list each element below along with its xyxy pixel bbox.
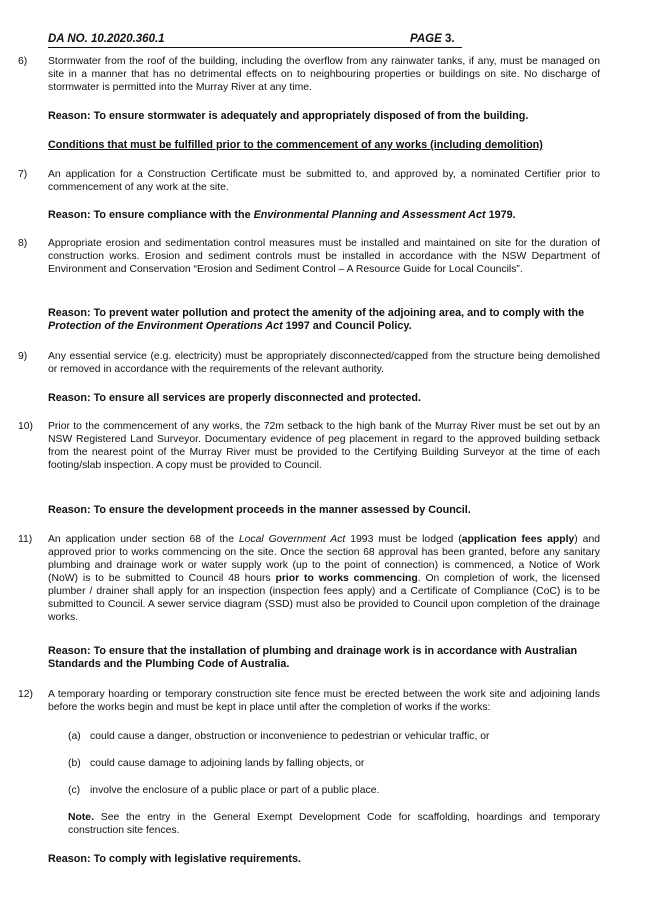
page-header bbox=[48, 33, 462, 48]
reason-act: Environmental Planning and Assessment Act bbox=[253, 209, 486, 221]
text-run: . On completion of work, the licensed plumber / drainer shall apply for an inspection (inspection fees apply) and a Certificate of Compliance (CoC) is to be submitted to Council. A sewer service diagram (SSD) must also be provided to Council upon completion of the drainage works. bbox=[48, 573, 600, 623]
reason-act: Protection of the Environment Operations Act bbox=[48, 320, 283, 332]
condition-9-reason: Reason: To ensure all services are properly disconnected and protected. bbox=[48, 392, 422, 404]
condition-8-reason bbox=[48, 307, 600, 333]
text-run: 1993 must be lodged ( bbox=[345, 534, 462, 545]
condition-12-note bbox=[68, 811, 600, 837]
text-run-bold: prior to works commencing bbox=[275, 573, 418, 584]
condition-6-reason: Reason: To ensure stormwater is adequately and appropriately disposed of from the building. bbox=[48, 110, 529, 122]
reason-suffix: 1979. bbox=[485, 209, 516, 221]
condition-11-reason: Reason: To ensure that the installation of plumbing and drainage work is in accordance with Australian Standards and the Plumbing Code of Australia. bbox=[48, 645, 578, 670]
text-run-bold: application fees apply bbox=[461, 534, 575, 545]
sub-letter: (b) bbox=[68, 758, 81, 769]
condition-text: An application for a Construction Certificate must be submitted to, and approved by, a nominated Certifier prior to commencement of any work at the site. bbox=[48, 169, 600, 193]
da-number: DA NO. 10.2020.360.1 bbox=[48, 33, 165, 45]
condition-number: 11) bbox=[18, 534, 33, 545]
condition-number: 9) bbox=[18, 351, 28, 362]
text-run: An application under section 68 of the bbox=[48, 534, 239, 545]
condition-number: 12) bbox=[18, 689, 34, 700]
sub-text: involve the enclosure of a public place or part of a public place. bbox=[90, 785, 380, 796]
condition-number: 10) bbox=[18, 421, 34, 432]
text-run-act: Local Government Act bbox=[238, 534, 346, 545]
condition-number: 8) bbox=[18, 238, 28, 249]
page-number: 3. bbox=[444, 33, 455, 45]
condition-number: 6) bbox=[18, 56, 28, 67]
reason-prefix: Reason: To ensure compliance with the bbox=[48, 209, 254, 221]
sub-letter: (c) bbox=[68, 785, 81, 796]
sub-text: could cause a danger, obstruction or inconvenience to pedestrian or vehicular traffic, or bbox=[90, 731, 490, 742]
condition-text bbox=[48, 533, 600, 624]
reason-prefix: Reason: To prevent water pollution and protect the amenity of the adjoining area, and to comply with the bbox=[48, 307, 585, 319]
text-run: ) and approved prior to works commencing on the site. Once the section 68 approval has been granted, before any sanitary plumbing and drainage work or water supply work (up to the point of connection) is commenced, a Notice of Work (NoW) is to be submitted to Council 48 hours bbox=[48, 534, 600, 584]
condition-text: Stormwater from the roof of the building, including the overflow from any rainwater tanks, if any, must be managed on site in a manner that has no detrimental effects on to neighbouring properties or buildings on site. No discharge of stormwater is permitted into the Murray River at any time. bbox=[48, 56, 600, 93]
note-label: Note. bbox=[68, 812, 94, 823]
condition-text: Prior to the commencement of any works, the 72m setback to the high bank of the Murray River must be set out by an NSW Registered Land Surveyor. Documentary evidence of peg placement in regard to the approved building setback from the nearest point of the Murray River must be provided to the Certifying Building Surveyor at the time of each footing/slab inspection. A copy must be provided to Council. bbox=[48, 421, 600, 471]
reason-suffix: 1997 and Council Policy. bbox=[282, 320, 412, 332]
note-text: See the entry in the General Exempt Development Code for scaffolding, hoardings and temporary construction site fences. bbox=[68, 812, 600, 836]
section-heading: Conditions that must be fulfilled prior to the commencement of any works (including demolition) bbox=[48, 139, 543, 151]
sub-text: could cause damage to adjoining lands by falling objects, or bbox=[90, 758, 365, 769]
condition-10-reason: Reason: To ensure the development proceeds in the manner assessed by Council. bbox=[48, 504, 471, 516]
condition-text: A temporary hoarding or temporary construction site fence must be erected between the work site and adjoining lands before the works begin and must be kept in place until after the completion of works if the works: bbox=[48, 689, 600, 713]
sub-letter: (a) bbox=[68, 731, 81, 742]
condition-text: Any essential service (e.g. electricity) must be appropriately disconnected/capped from the structure being demolished or removed in accordance with the requirements of the relevant authority. bbox=[48, 351, 600, 375]
condition-number: 7) bbox=[18, 169, 28, 180]
condition-7-reason bbox=[48, 209, 600, 222]
condition-12-reason: Reason: To comply with legislative requirements. bbox=[48, 853, 301, 865]
page-indicator bbox=[410, 33, 455, 46]
page-label: PAGE bbox=[410, 33, 442, 45]
condition-text: Appropriate erosion and sedimentation control measures must be installed and maintained on site for the duration of construction works. Erosion and sediment controls must be installed in accordance with the NSW Department of Environment and Conservation “Erosion and Sediment Control – A Resource Guide for Local Councils”. bbox=[48, 238, 600, 275]
